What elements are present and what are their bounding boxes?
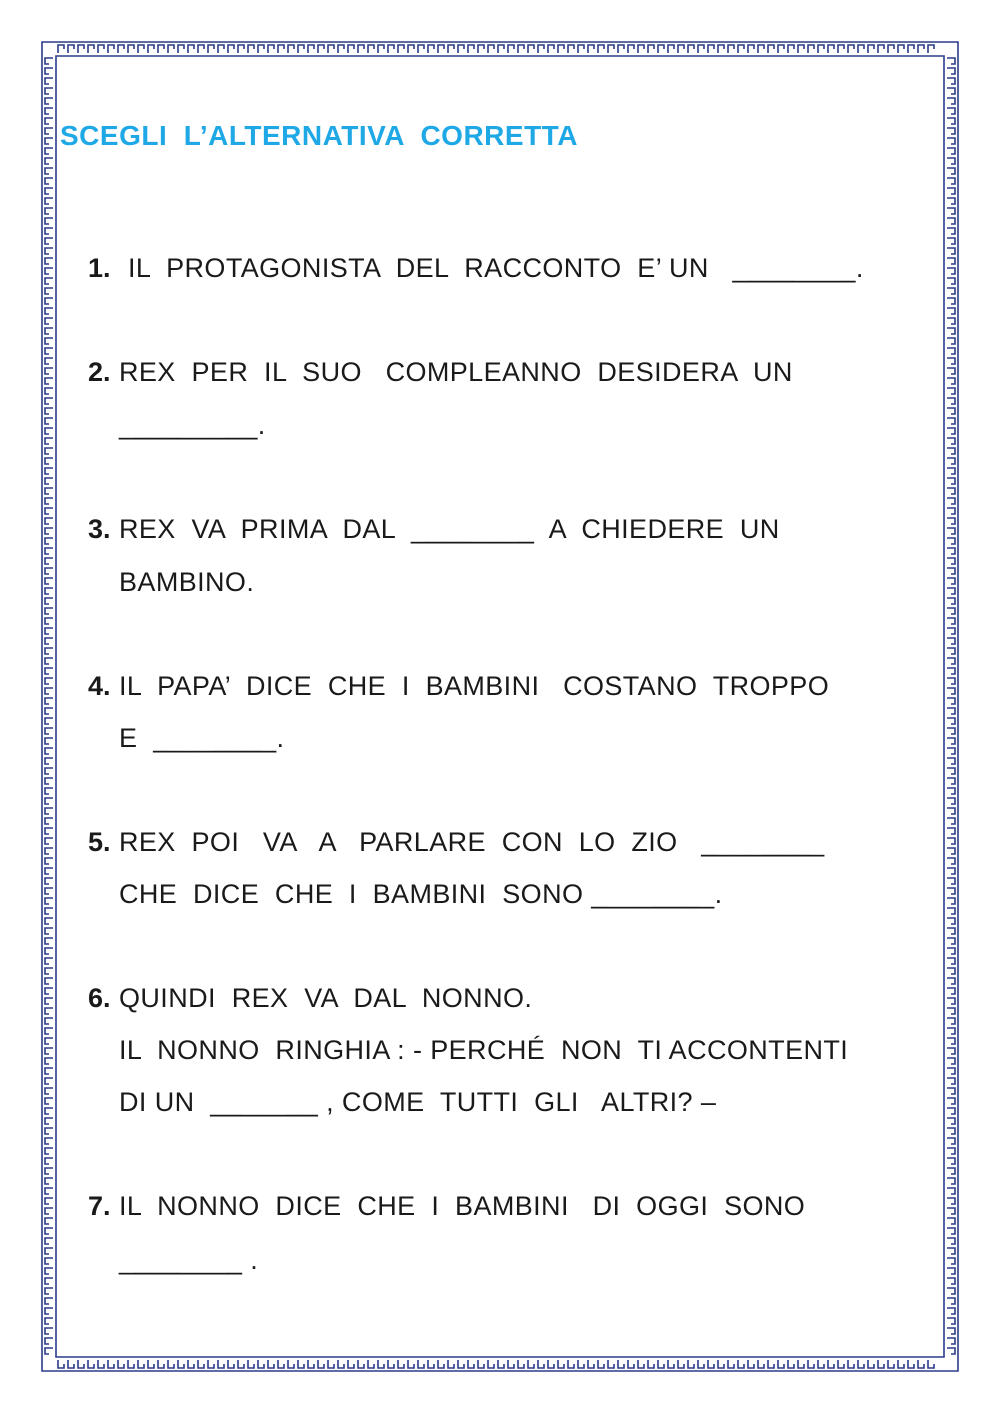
question-2-number: 2. <box>88 357 111 387</box>
question-2-line-1: REX PER IL SUO COMPLEANNO DESIDERA UN <box>119 357 793 387</box>
question-4-number: 4. <box>88 671 111 701</box>
question-5-line-2: CHE DICE CHE I BAMBINI SONO ________. <box>119 879 723 909</box>
question-5-number: 5. <box>88 827 111 857</box>
question-3-line-2: BAMBINO. <box>119 567 255 597</box>
question-6-line-2: IL NONNO RINGHIA : - PERCHÉ NON TI ACCONTENTI <box>119 1035 849 1065</box>
question-7-line-1: IL NONNO DICE CHE I BAMBINI DI OGGI SONO <box>119 1191 806 1221</box>
question-1-number: 1. <box>88 253 111 283</box>
page-title: SCEGLI L’ALTERNATIVA CORRETTA <box>60 120 578 151</box>
question-3-number: 3. <box>88 514 111 544</box>
question-4-line-1: IL PAPA’ DICE CHE I BAMBINI COSTANO TROPPO <box>119 671 830 701</box>
question-7-number: 7. <box>88 1191 111 1221</box>
question-7-line-2: ________ . <box>119 1245 259 1275</box>
question-2-line-2: _________. <box>119 410 266 440</box>
question-5-line-1: REX POI VA A PARLARE CON LO ZIO ________ <box>119 827 825 857</box>
question-6-line-1: QUINDI REX VA DAL NONNO. <box>119 983 533 1013</box>
question-4-line-2: E ________. <box>119 723 285 753</box>
question-3-line-1: REX VA PRIMA DAL ________ A CHIEDERE UN <box>119 514 780 544</box>
question-6-number: 6. <box>88 983 111 1013</box>
question-6-line-3: DI UN _______ , COME TUTTI GLI ALTRI? – <box>119 1087 717 1117</box>
question-1-line-1: IL PROTAGONISTA DEL RACCONTO E’ UN ________. <box>128 253 864 283</box>
